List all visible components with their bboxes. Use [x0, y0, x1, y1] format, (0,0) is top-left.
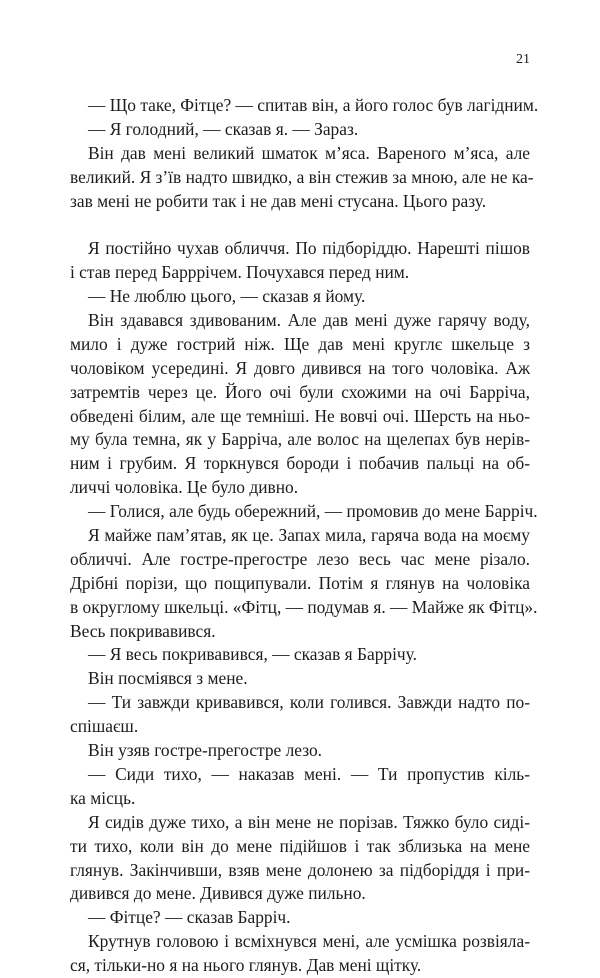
page-number: 21	[516, 52, 530, 67]
text-line: глянув. Закінчивши, взяв мене долонею за підборіддя і при-	[70, 859, 530, 880]
text-line: Крутнув головою і всміхнувся мені, але усмішка розвіяла-	[88, 931, 530, 952]
text-line: — Сиди тихо, — наказав мені. — Ти пропустив кіль-	[88, 763, 530, 784]
text-line: — Фітце? — сказав Барріч.	[88, 907, 291, 928]
text-line: чоловіком усередині. Я довго дивився на того чоловіка. Аж	[70, 357, 530, 378]
text-line: Я майже пам’ятав, як це. Запах мила, гаряча вода на моєму	[88, 525, 530, 546]
text-line: Дрібні порізи, що пощипували. Потім я глянув на чоловіка	[70, 572, 530, 593]
text-line: Я сидів дуже тихо, а він мене не порізав. Тяжко було сиді-	[88, 811, 530, 832]
text-line: — Голися, але будь обережний, — промовив до мене Барріч.	[88, 501, 538, 522]
text-section-1	[70, 94, 539, 213]
text-section-2	[70, 237, 538, 978]
text-line: в округлому шкельці. «Фітц, — подумав я. — Майже як Фітц».	[70, 596, 538, 617]
text-line: ка місць.	[70, 787, 136, 808]
text-line: мило і дуже гострий ніж. Ще дав мені круглє шкельце з	[70, 333, 530, 354]
text-line: обведені білим, але ще темніші. Не вовчі очі. Шерсть на ньо-	[70, 405, 530, 426]
text-line: — Не люблю цього, — сказав я йому.	[88, 286, 366, 307]
text-line: ти тихо, коли він до мене підійшов і так зблизька на мене	[70, 835, 530, 856]
text-line: — Ти завжди кривавився, коли голився. Завжди надто по-	[88, 692, 530, 713]
text-line: Я постійно чухав обличчя. По підборіддю. Нарешті пішов	[88, 238, 530, 259]
body-text	[70, 94, 539, 978]
text-line: і став перед Барррічем. Почухався перед ним.	[70, 262, 410, 283]
text-line: обличчі. Але гостре-прегостре лезо весь час мене різало.	[70, 548, 530, 569]
text-line: ся, тільки-но я на нього глянув. Дав мені щітку.	[70, 955, 422, 976]
text-line: Він узяв гостре-прегостре лезо.	[88, 740, 323, 761]
text-line: — Я голодний, — сказав я. — Зараз.	[88, 118, 359, 139]
text-line: Весь покривавився.	[70, 620, 216, 641]
text-line: дивився до мене. Дивився дуже пильно.	[70, 883, 366, 904]
text-line: личчі чоловіка. Це було дивно.	[70, 477, 299, 498]
text-line: Він здавався здивованим. Але дав мені дуже гарячу воду,	[88, 310, 530, 331]
text-line: зав мені не робити так і не дав мені стусана. Цього разу.	[70, 190, 487, 211]
text-line: спішаєш.	[70, 716, 139, 737]
text-line: великий. Я з’їв надто швидко, а він стежив за мною, але не ка-	[70, 166, 534, 187]
text-line: — Що таке, Фітце? — спитав він, а його голос був лагідним.	[88, 95, 539, 115]
text-line: Він дав мені великий шматок м’яса. Вареного м’яса, але	[88, 142, 530, 163]
text-line: му була темна, як у Барріча, але волос на щелепах був нерів-	[70, 429, 530, 450]
text-line: затремтів через це. Його очі були схожими на очі Барріча,	[70, 381, 530, 402]
text-line: — Я весь покривавився, — сказав я Баррічу.	[88, 644, 417, 665]
section-break	[70, 213, 530, 237]
text-line: ним і грубим. Я торкнувся бороди і побачив пальці на об-	[70, 453, 530, 474]
text-line: Він посміявся з мене.	[88, 668, 248, 689]
